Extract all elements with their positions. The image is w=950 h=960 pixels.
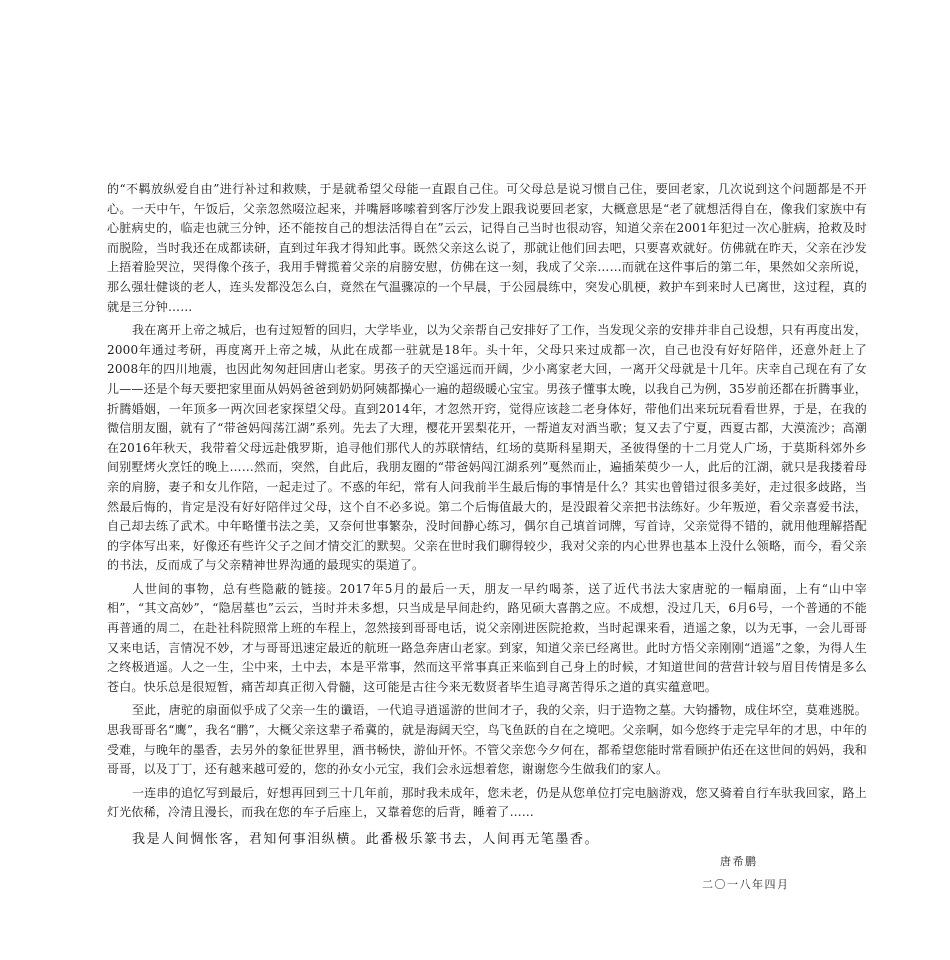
paragraph-5: 一连串的追忆写到最后，好想再回到三十几年前，那时我未成年，您未老，仍是从您单位打完电脑游戏，您又骑着自行车驮我回家，路上灯光依稀，冷清且漫长，而我在您的车子后座上，又靠着您的后背，睡着了…… xyxy=(107,785,867,820)
signature-date: 二〇一八年四月 xyxy=(702,878,790,891)
paragraph-2: 我在离开上帝之城后，也有过短暂的回归，大学毕业，以为父亲帮自己安排好了工作，当发现父亲的安排并非自己设想，只有再度出发，2000年通过考研，再度离开上帝之城，从此在成都一驻就是18年。头十年，父母只来过成都一次，自己也没有好好陪伴，还意外赶上了2008年的四川地震，也因此匆匆赶回唐山老家。男孩子的天空遥远而开阔，少小离家老大回，一离开父母就是十几年。庆幸自己现在有了女儿——还是个每天要把家里面从妈妈爸爸到奶奶阿姨都操心一遍的超级暖心宝宝。男孩子懂事太晚，以我自己为例，35岁前还都在折腾事业，折腾婚姻，一年顶多一两次回老家探望父母。直到2014年，才忽然开窍，觉得应该趁二老身体好，带他们出来玩玩看看世界，于是，在我的微信朋友圈，就有了“带爸妈闯荡江湖”系列。先去了大理，樱花开罢梨花开，一帮道友对酒当歌；复又去了宁夏，西夏古都，大漠流沙；高潮在2016年秋天，我带着父母远赴俄罗斯，追寻他们那代人的苏联情结，红场的莫斯科星期天，圣彼得堡的十二月党人广场，于莫斯科郊外乡间别墅烤火烹饪的晚上……然而，突然，自此后，我朋友圈的“带爸妈闯江湖系列”戛然而止，遍插茱萸少一人，此后的江湖，就只是我搂着母亲的肩膀，妻子和女儿作陪，一起走过了。不惑的年纪，常有人问我前半生最后悔的事情是什么？其实也曾错过很多美好，走过很多歧路，当然最后悔的，肯定是没有好好陪伴过父母，这个自不必多说。第二个后悔值最大的，是没跟着父亲把书法练好。少年叛逆，看父亲喜爱书法，自己却去练了武术。中年略懂书法之美，又奈何世事繁杂，没时间静心练习，偶尔自己填首词牌，写首诗，父亲觉得不错的，就用他理解搭配的字体写出来，好像还有些许父子之间才情交汇的默契。父亲在世时我们聊得较少，我对父亲的内心世界也基本上没什么领略，而今，看父亲的书法，反而成了与父亲精神世界沟通的最现实的渠道了。 xyxy=(107,323,867,573)
paragraph-1: 的“不羁放纵爱自由”进行补过和救赎，于是就希望父母能一直跟自己住。可父母总是说习惯自己住，要回老家，几次说到这个问题都是不开心。一天中午，午饭后，父亲忽然啜泣起来，并嘴唇哆嗦着到客厅沙发上跟我说要回老家，大概意思是“老了就想活得自在，像我们家族中有心脏病史的，临走也就三分钟，还不能按自己的想法活得自在”云云，记得自己当时也很动容，知道父亲在2001年犯过一次心脏病，抢救及时而脱险，当时我还在成都读研，直到过年我才得知此事。既然父亲这么说了，那就让他们回去吧，只要喜欢就好。仿佛就在昨天，父亲在沙发上捂着脸哭泣，哭得像个孩子，我用手臂揽着父亲的肩膀安慰，仿佛在这一刻，我成了父亲……而就在这件事后的第二年，果然如父亲所说，那么强壮健谈的老人，连头发都没怎么白，竟然在气温骤凉的一个早晨，于公园晨练中，突发心肌梗，救护车到来时人已离世，这过程，真的就是三分钟…… xyxy=(107,182,867,314)
paragraph-3: 人世间的事物，总有些隐蔽的链接。2017年5月的最后一天，朋友一早约喝茶，送了近代书法大家唐驼的一幅扇面，上有“山中宰相”，“其文高妙”，“隐居墓也”云云，当时并未多想，只当成是早间赴约，路见硕大喜鹊之应。不成想，没过几天，6月6号，一个普通的不能再普通的周二，在赴社科院照常上班的车程上，忽然接到哥哥电话，说父亲刚进医院抢救，当时起课来看，逍遥之象，以为无事，一会儿哥哥又来电话，言情况不妙，才与哥哥迅速定最近的航班一路急奔唐山老家。到家，知道父亲已经离世。此时方悟父亲刚刚“逍遥”之象，为得人生之终极逍遥。人之一生，尘中来，土中去，本是平常事，然而这平常事真正来临到自己身上的时候，才知道世间的营营计较与眉目传情是多么苍白。快乐总是很短暂，痛苦却真正彻入骨髓，这可能是古往今来无数贤者毕生追寻离苦得乐之道的真实蕴意吧。 xyxy=(107,581,867,694)
paragraph-4: 至此，唐驼的扇面似乎成了父亲一生的谶语，一代追寻逍遥游的世间才子，我的父亲，归于造物之墓。大钧播物，成住坏空，莫难逃脱。思我哥哥名“鹰”，我名“鹏”，大概父亲这辈子希冀的，就是海阔天空，鸟飞鱼跃的自在之境吧。父亲啊，如今您终于走完早年的才思，中年的受难，与晚年的墨香，去另外的象征世界里，酒书畅快，游仙开怀。不管父亲您今夕何在，都希望您能时常看顾护佑还在这世间的妈妈，我和哥哥，以及丁丁，还有越来越可爱的，您的孙女小元宝，我们会永远想着您，谢谢您今生做我们的家人。 xyxy=(107,703,867,777)
letter-body xyxy=(107,180,867,851)
closing-verse: 我是人间惆怅客，君知何事泪纵横。此番极乐篆书去，人间再无笔墨香。 xyxy=(132,832,600,847)
author-signature: 唐希鹏 xyxy=(720,855,758,868)
